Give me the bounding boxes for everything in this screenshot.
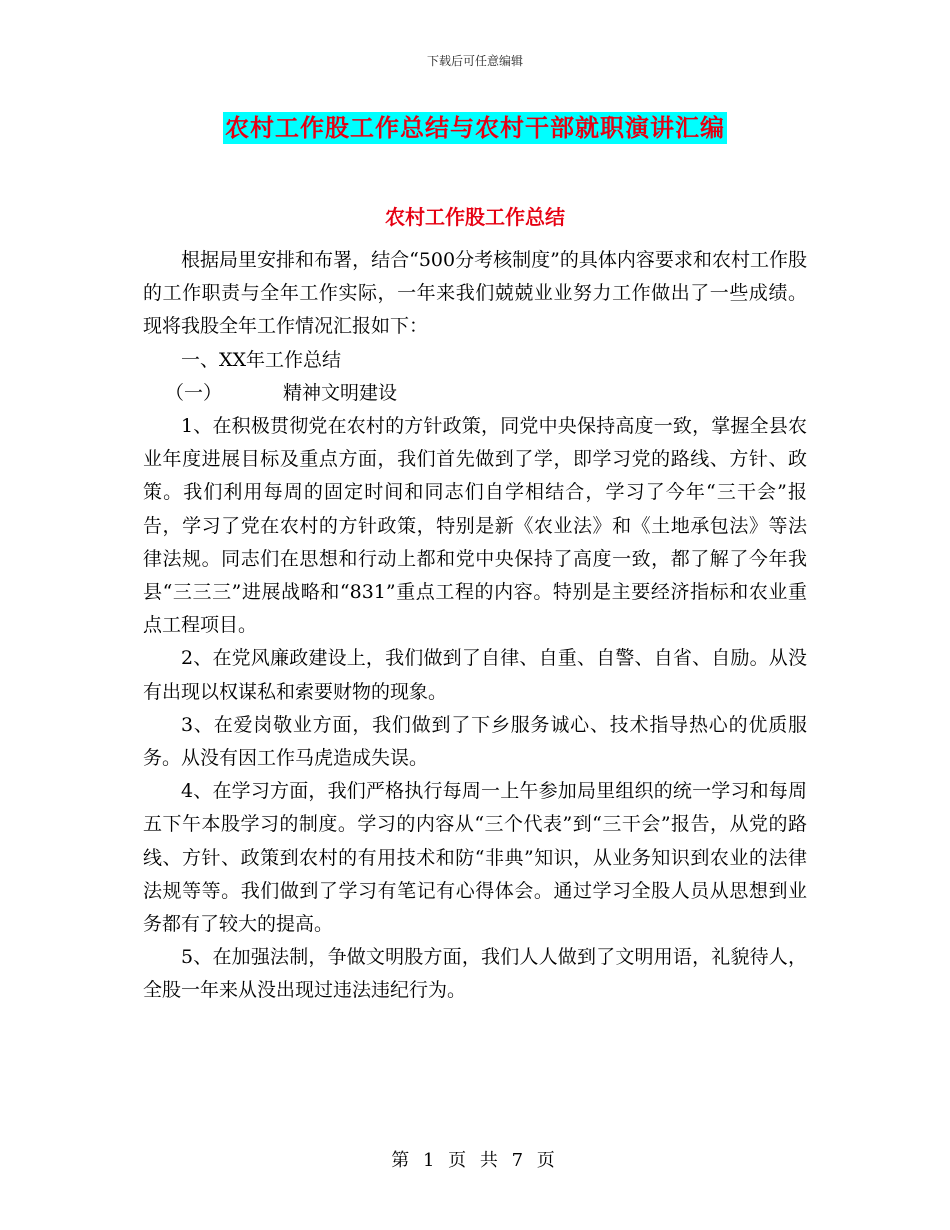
subheading-text: 精神文明建设 <box>283 381 398 404</box>
heading-year-summary: 一、XX年工作总结 <box>181 348 342 371</box>
subheading-spiritual-civilization <box>143 377 807 410</box>
page-number-footer: 第 1 页 共 7 页 <box>391 1150 559 1171</box>
intro-paragraph: 根据局里安排和布署，结合“500分考核制度”的具体内容要求和农村工作股的工作职责与全年工作实际，一年来我们兢兢业业努力工作做出了一些成绩。现将我股全年工作情况汇报如下： <box>143 249 807 338</box>
paragraph-5: 5、在加强法制，争做文明股方面，我们人人做到了文明用语，礼貌待人，全股一年来从没出现过违法违纪行为。 <box>143 946 807 1002</box>
paragraph-4: 4、在学习方面，我们严格执行每周一上午参加局里组织的统一学习和每周五下午本股学习的制度。学习的内容从“三个代表”到“三干会”报告，从党的路线、方针、政策到农村的有用技术和防“非典”知识，从业务知识到农业的法律法规等等。我们做到了学习有笔记有心得体会。通过学习全股人员从思想到业务都有了较大的提高。 <box>143 780 807 936</box>
document-title: 农村工作股工作总结与农村干部就职演讲汇编 <box>225 113 725 142</box>
document-body <box>143 244 807 1008</box>
section-title: 农村工作股工作总结 <box>385 205 565 229</box>
paragraph-1: 1、在积极贯彻党在农村的方针政策，同党中央保持高度一致，掌握全县农业年度进展目标及重点方面，我们首先做到了学，即学习党的路线、方针、政策。我们利用每周的固定时间和同志们自学相结合，学习了今年“三干会”报告，学习了党在农村的方针政策，特别是新《农业法》和《土地承包法》等法律法规。同志们在思想和行动上都和党中央保持了高度一致，都了解了今年我县“三三三”进展战略和“831”重点工程的内容。特别是主要经济指标和农业重点工程项目。 <box>143 415 807 637</box>
subheading-number: （一） <box>165 381 223 404</box>
document-title-container <box>0 112 950 144</box>
paragraph-2: 2、在党风廉政建设上，我们做到了自律、自重、自警、自省、自励。从没有出现以权谋私和索要财物的现象。 <box>143 647 807 703</box>
page-header: 下载后可任意编辑 <box>426 54 523 68</box>
paragraph-3: 3、在爱岗敬业方面，我们做到了下乡服务诚心、技术指导热心的优质服务。从没有因工作马虎造成失误。 <box>143 713 807 770</box>
